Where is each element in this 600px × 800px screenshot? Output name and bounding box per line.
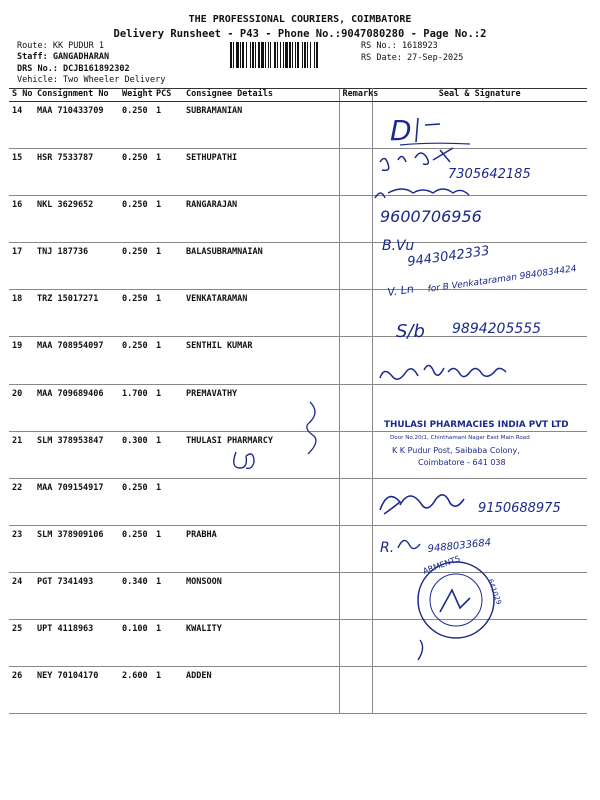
table-row: [9, 525, 587, 572]
phone-ink: for B Venkataraman 9840834424: [427, 264, 578, 295]
cell-sno: 14: [9, 102, 34, 149]
phone-ink: 7305642185: [448, 167, 531, 182]
cell-consignee: ADDEN: [183, 667, 339, 714]
table-row: [9, 196, 587, 243]
cell-sno: 20: [9, 384, 34, 431]
cell-consignment: SLM 378909106: [34, 525, 119, 572]
runsheet-table: [9, 88, 587, 714]
cell-remarks: [339, 431, 372, 478]
table-row: [9, 384, 587, 431]
cell-sno: 25: [9, 620, 34, 667]
rs-date: RS Date: 27-Sep-2025: [361, 53, 464, 63]
col-header-consignee: Consignee Details: [183, 89, 339, 102]
seal-text: ARMENTS: [421, 554, 462, 576]
cell-pcs: 1: [153, 384, 183, 431]
cell-remarks: [339, 478, 372, 525]
cell-weight: 0.250: [119, 337, 153, 384]
cell-remarks: [339, 384, 372, 431]
cell-pcs: 1: [153, 620, 183, 667]
cell-weight: 0.250: [119, 243, 153, 290]
cell-sno: 19: [9, 337, 34, 384]
cell-sno: 18: [9, 290, 34, 337]
cell-weight: 0.250: [119, 290, 153, 337]
cell-remarks: [339, 572, 372, 619]
table-row: [9, 290, 587, 337]
cell-consignment: MAA 708954097: [34, 337, 119, 384]
phone-ink: 9488033684: [427, 537, 492, 555]
cell-consignment: UPT 4118963: [34, 620, 119, 667]
cell-signature: [372, 667, 587, 714]
table-header-row: [9, 89, 587, 102]
cell-pcs: 1: [153, 102, 183, 149]
cell-signature: [372, 620, 587, 667]
vehicle-label: Vehicle: Two Wheeler Delivery: [17, 75, 166, 85]
cell-consignment: PGT 7341493: [34, 572, 119, 619]
cell-remarks: [339, 102, 372, 149]
cell-pcs: 1: [153, 431, 183, 478]
cell-sno: 23: [9, 525, 34, 572]
cell-weight: 2.600: [119, 667, 153, 714]
cell-pcs: 1: [153, 667, 183, 714]
table-row: [9, 149, 587, 196]
cell-consignment: MAA 709154917: [34, 478, 119, 525]
cell-weight: 1.700: [119, 384, 153, 431]
cell-sno: 26: [9, 667, 34, 714]
signature-ink: S/b: [396, 321, 425, 342]
table-row: [9, 572, 587, 619]
table-row: [9, 478, 587, 525]
cell-signature: [372, 431, 587, 478]
cell-consignee: PRABHA: [183, 525, 339, 572]
cell-consignment: TRZ 15017271: [34, 290, 119, 337]
cell-weight: 0.250: [119, 149, 153, 196]
cell-signature: [372, 384, 587, 431]
route-label: Route: KK PUDUR 1: [17, 41, 104, 51]
cell-signature: [372, 525, 587, 572]
cell-weight: 0.300: [119, 431, 153, 478]
cell-consignment: SLM 378953847: [34, 431, 119, 478]
cell-signature: [372, 149, 587, 196]
cell-consignee: RANGARAJAN: [183, 196, 339, 243]
cell-weight: 0.100: [119, 620, 153, 667]
cell-pcs: 1: [153, 290, 183, 337]
cell-signature: [372, 337, 587, 384]
cell-signature: [372, 196, 587, 243]
cell-remarks: [339, 290, 372, 337]
cell-remarks: [339, 149, 372, 196]
cell-consignee: BALASUBRAMNAIAN: [183, 243, 339, 290]
cell-signature: [372, 290, 587, 337]
signature-ink: D: [390, 114, 412, 147]
cell-sno: 22: [9, 478, 34, 525]
cell-pcs: 1: [153, 337, 183, 384]
cell-signature: [372, 478, 587, 525]
phone-ink: 9150688975: [478, 501, 561, 516]
cell-sno: 21: [9, 431, 34, 478]
cell-consignee: KWALITY: [183, 620, 339, 667]
cell-pcs: 1: [153, 196, 183, 243]
cell-sno: 17: [9, 243, 34, 290]
stamp-line-3: K K Pudur Post, Saibaba Colony,: [392, 446, 520, 455]
cell-consignment: MAA 710433709: [34, 102, 119, 149]
col-header-sno: S No: [9, 89, 34, 102]
runsheet-subtitle: Delivery Runsheet - P43 - Phone No.:9047080280 - Page No.:2: [113, 28, 487, 40]
stamp-line-1: THULASI PHARMACIES INDIA PVT LTD: [384, 420, 569, 430]
cell-remarks: [339, 667, 372, 714]
barcode-image: [230, 42, 354, 68]
rs-number: RS No.: 1618923: [361, 41, 438, 51]
cell-sno: 16: [9, 196, 34, 243]
table-row: [9, 337, 587, 384]
col-header-weight: Weight: [119, 89, 153, 102]
cell-weight: 0.250: [119, 525, 153, 572]
cell-pcs: 1: [153, 149, 183, 196]
phone-ink: 9443042333: [406, 243, 491, 270]
cell-consignment: TNJ 187736: [34, 243, 119, 290]
cell-consignee: SETHUPATHI: [183, 149, 339, 196]
col-header-signature: Seal & Signature: [372, 89, 587, 102]
cell-signature: [372, 572, 587, 619]
cell-pcs: 1: [153, 478, 183, 525]
signature-ink: B.Vu: [382, 238, 415, 254]
stamp-line-4: Coimbatore - 641 038: [418, 458, 506, 467]
cell-consignee: SUBRAMANIAN: [183, 102, 339, 149]
seal-code: 641029: [486, 577, 503, 606]
phone-ink: 9894205555: [452, 321, 542, 337]
cell-consignment: MAA 709689406: [34, 384, 119, 431]
col-header-pcs: PCS: [153, 89, 183, 102]
cell-pcs: 1: [153, 572, 183, 619]
cell-consignee: VENKATARAMAN: [183, 290, 339, 337]
cell-pcs: 1: [153, 243, 183, 290]
cell-sno: 24: [9, 572, 34, 619]
cell-consignment: NKL 3629652: [34, 196, 119, 243]
cell-signature: [372, 243, 587, 290]
table-row: [9, 102, 587, 149]
cell-weight: 0.250: [119, 478, 153, 525]
cell-consignment: HSR 7533787: [34, 149, 119, 196]
cell-weight: 0.250: [119, 102, 153, 149]
cell-weight: 0.250: [119, 196, 153, 243]
cell-remarks: [339, 243, 372, 290]
table-row: [9, 243, 587, 290]
cell-weight: 0.340: [119, 572, 153, 619]
cell-remarks: [339, 620, 372, 667]
table-row: [9, 431, 587, 478]
phone-ink: 9600706956: [380, 207, 482, 226]
cell-consignee: [183, 478, 339, 525]
signature-ink: R.: [380, 540, 395, 556]
cell-pcs: 1: [153, 525, 183, 572]
signature-ink: V. Ln: [386, 282, 415, 299]
col-header-consignment: Consignment No: [34, 89, 119, 102]
col-header-remarks: Remarks: [339, 89, 372, 102]
cell-consignee: MONSOON: [183, 572, 339, 619]
drs-label: DRS No.: DCJB161892302: [17, 64, 130, 74]
cell-consignee: THULASI PHARMARCY: [183, 431, 339, 478]
stamp-line-2: Door No.20/1, Chinthamani Nagar East Main Road: [390, 435, 530, 441]
cell-consignee: PREMAVATHY: [183, 384, 339, 431]
table-row: [9, 620, 587, 667]
cell-signature: [372, 102, 587, 149]
cell-remarks: [339, 525, 372, 572]
company-title: THE PROFESSIONAL COURIERS, COIMBATORE: [188, 14, 412, 25]
cell-consignee: SENTHIL KUMAR: [183, 337, 339, 384]
cell-remarks: [339, 196, 372, 243]
table-row: [9, 667, 587, 714]
cell-consignment: NEY 70104170: [34, 667, 119, 714]
cell-sno: 15: [9, 149, 34, 196]
cell-remarks: [339, 337, 372, 384]
staff-label: Staff: GANGADHARAN: [17, 52, 110, 62]
